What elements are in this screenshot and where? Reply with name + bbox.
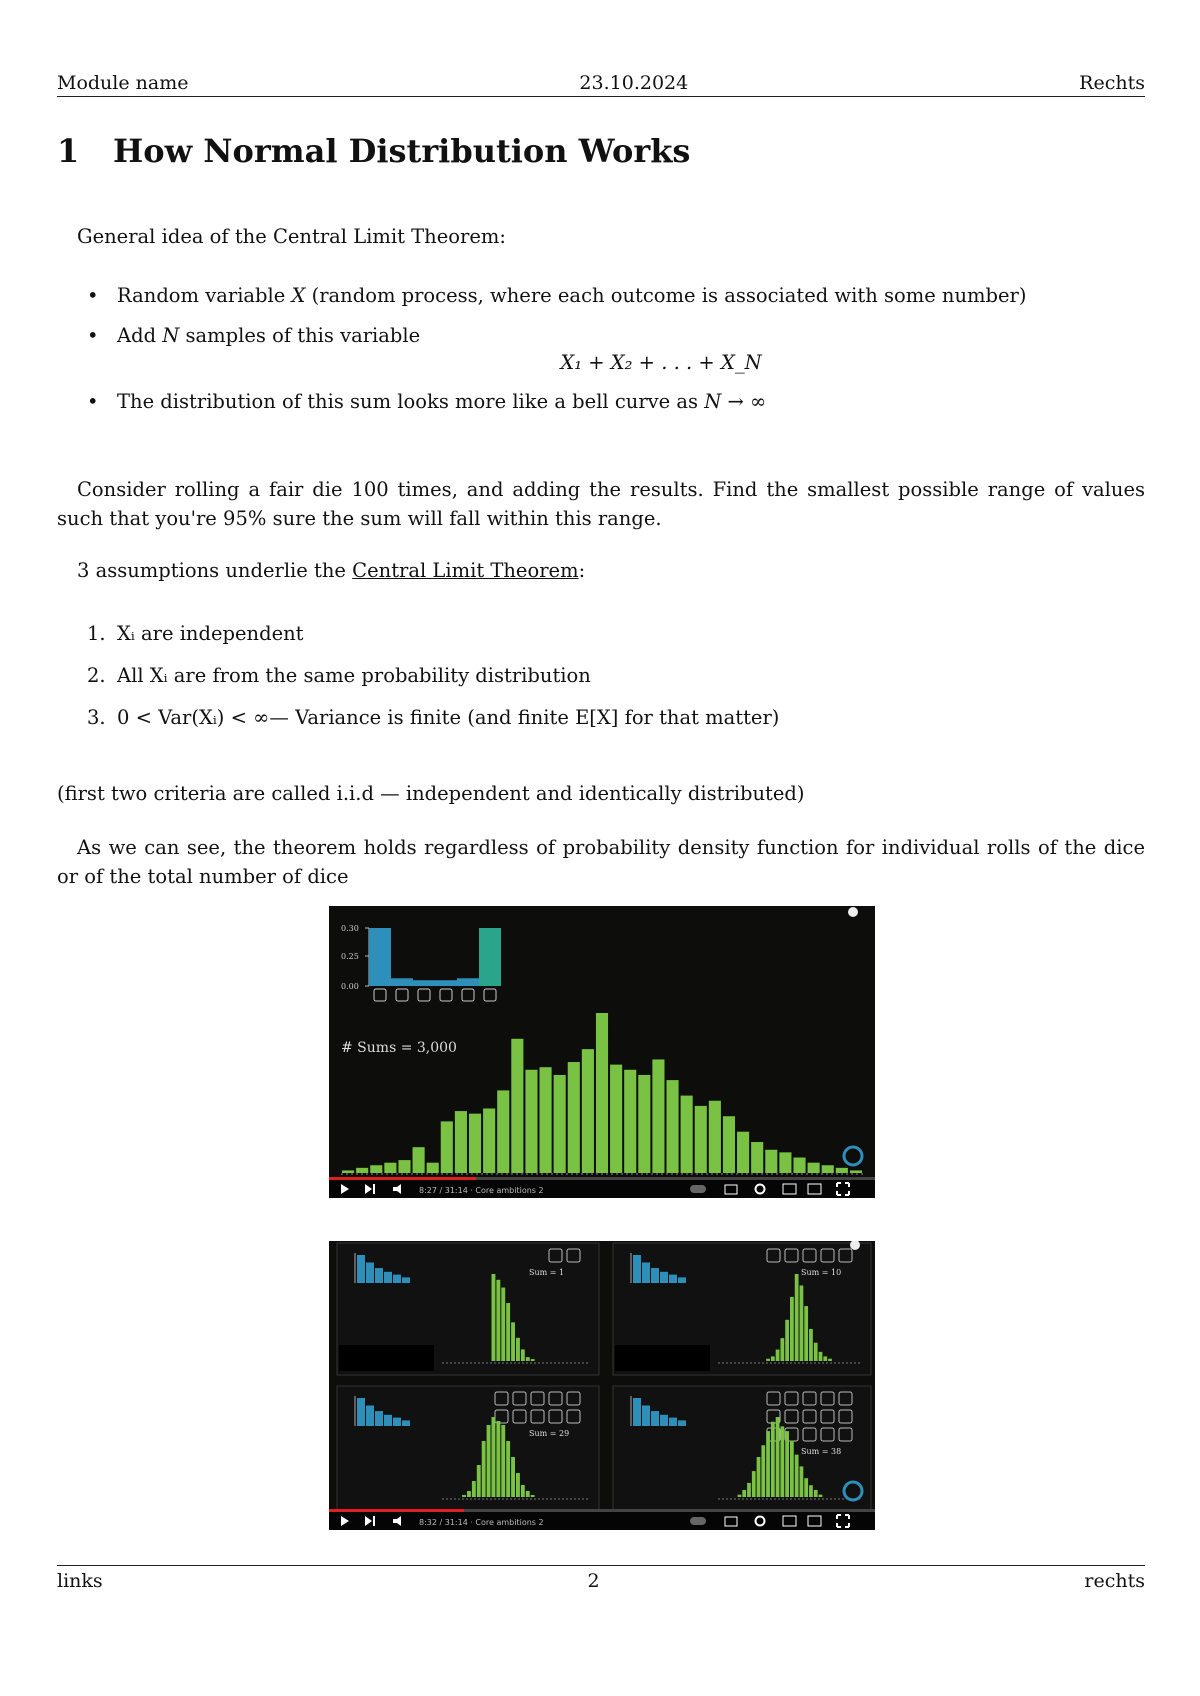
mini-die-bar (678, 1420, 686, 1426)
histogram-bar (511, 1322, 515, 1361)
histogram-bar (521, 1485, 525, 1497)
section-heading (57, 132, 690, 170)
histogram-bar (516, 1473, 520, 1497)
histogram-bar (790, 1297, 794, 1361)
histogram-bar (497, 1090, 509, 1173)
autoplay-toggle-icon (690, 1185, 706, 1193)
bullet-dot: • (87, 284, 99, 307)
histogram-bar (819, 1352, 823, 1361)
footer-right: rechts (1084, 1570, 1145, 1592)
histogram-bar (836, 1168, 848, 1173)
die-face-icon (418, 989, 430, 1001)
video-time: 8:32 / 31:14 · Core ambitions 2 (419, 1518, 544, 1527)
histogram-bar (822, 1165, 834, 1173)
panel-sum-label: Sum = 38 (801, 1447, 842, 1456)
histogram-bar (568, 1062, 580, 1173)
histogram-bar (809, 1329, 813, 1361)
footer-left: links (57, 1570, 103, 1592)
histogram-bar (800, 1466, 804, 1497)
header-left: Module name (57, 72, 189, 94)
histogram-bar (521, 1349, 525, 1361)
histogram-bar (462, 1495, 466, 1497)
histogram-bar (785, 1431, 789, 1497)
mini-die-bar (642, 1262, 650, 1283)
histogram-bar (780, 1426, 784, 1497)
progress-fill (329, 1177, 476, 1180)
histogram-bar (780, 1338, 784, 1361)
black-overlay (339, 1345, 434, 1371)
histogram-bar (596, 1013, 608, 1173)
info-icon (848, 907, 858, 917)
histogram-bar (531, 1495, 535, 1497)
mini-die-bar (669, 1418, 677, 1426)
histogram-bar (540, 1067, 552, 1173)
histogram-bar (779, 1152, 791, 1173)
histogram-bar (496, 1280, 500, 1361)
sums-counter: # Sums = 3,000 (341, 1040, 457, 1056)
histogram-bar (469, 1114, 481, 1173)
histogram-bar (554, 1075, 566, 1173)
histogram-bar (384, 1163, 396, 1173)
assumption-item: 2. All Xᵢ are from the same probability distribution (87, 664, 591, 687)
histogram-bar (766, 1359, 770, 1361)
mini-die-bar (678, 1277, 686, 1283)
progress-fill (329, 1509, 464, 1512)
histogram-bar (771, 1422, 775, 1497)
mini-die-bar (402, 1420, 410, 1426)
histogram-bar (776, 1350, 780, 1361)
histogram-bar (477, 1465, 481, 1497)
bullet-item: • Random variable X (random process, where each outcome is associated with some number) (87, 284, 1027, 307)
mini-die-bar (660, 1415, 668, 1426)
page-number: 2 (587, 1570, 600, 1592)
bullet-dot: • (87, 390, 99, 413)
histogram-bar (506, 1303, 510, 1361)
histogram-bar (814, 1343, 818, 1361)
panel-sum-label: Sum = 29 (529, 1429, 570, 1438)
histogram-bar (526, 1491, 530, 1497)
histogram-bar (487, 1425, 491, 1497)
mini-die-bar (393, 1418, 401, 1426)
page-header (57, 72, 1145, 97)
header-center: 23.10.2024 (579, 72, 689, 94)
histogram-bar (441, 1121, 453, 1173)
die-probability-bar (413, 980, 435, 986)
histogram-bar (516, 1338, 520, 1361)
mini-die-bar (651, 1411, 659, 1426)
histogram-bar (793, 1158, 805, 1173)
histogram-bar (482, 1441, 486, 1497)
histogram-bar (761, 1445, 765, 1497)
video-time: 8:27 / 31:14 · Core ambitions 2 (419, 1186, 544, 1195)
inset-tick-label: 0.30 (341, 924, 359, 933)
die-face-icon (440, 989, 452, 1001)
die-face-icon (374, 989, 386, 1001)
mini-die-bar (669, 1275, 677, 1283)
mini-die-bar (375, 1268, 383, 1283)
histogram-bar (808, 1163, 820, 1173)
histogram-bar (638, 1075, 650, 1173)
histogram-bar (737, 1132, 749, 1173)
histogram-grid-frame (329, 1241, 875, 1530)
histogram-bar (511, 1039, 523, 1173)
inset-tick-label: 0.00 (341, 982, 359, 991)
histogram-bar (413, 1147, 425, 1173)
histogram-bar (492, 1274, 496, 1361)
histogram-bar (790, 1441, 794, 1497)
histogram-bar (850, 1170, 862, 1173)
histogram-bar (766, 1431, 770, 1497)
autoplay-toggle-icon (690, 1517, 706, 1525)
histogram-bar (828, 1359, 832, 1361)
mini-die-bar (660, 1272, 668, 1283)
histogram-bar (771, 1356, 775, 1361)
next-icon-bar (373, 1184, 375, 1194)
section-number: 1 (57, 132, 80, 170)
histogram-bar (695, 1106, 707, 1173)
panel-sum-label: Sum = 1 (529, 1268, 565, 1277)
histogram-bar (506, 1441, 510, 1497)
histogram-bar (751, 1142, 763, 1173)
histogram-bar (356, 1168, 368, 1173)
histogram-bar (398, 1160, 410, 1173)
video-controls-bar (329, 1180, 875, 1198)
die-face-icon (462, 989, 474, 1001)
bullet-item: • Add N samples of this variable X₁ + X₂ + . . . + X_N (57, 324, 1145, 374)
die-probability-bar (435, 980, 457, 986)
histogram-bar (342, 1170, 354, 1173)
histogram-bar (582, 1049, 594, 1173)
histogram-bar (795, 1455, 799, 1497)
mini-die-bar (375, 1411, 383, 1426)
mini-die-bar (357, 1255, 365, 1283)
histogram-bar (496, 1421, 500, 1497)
die-face-icon (484, 989, 496, 1001)
histogram-bar (819, 1495, 823, 1497)
histogram-bar (742, 1490, 746, 1497)
black-overlay (615, 1345, 710, 1371)
bullet-list (57, 284, 1145, 413)
mini-die-bar (642, 1405, 650, 1426)
mini-die-bar (633, 1398, 641, 1426)
mini-die-bar (357, 1398, 365, 1426)
histogram-bar (652, 1059, 664, 1173)
mini-die-bar (366, 1405, 374, 1426)
mini-die-bar (384, 1272, 392, 1283)
mini-die-bar (384, 1415, 392, 1426)
die-probability-bar (391, 978, 413, 986)
problem-paragraph: Consider rolling a fair die 100 times, and adding the results. Find the smallest possible range of values such that you're 95% sure the sum will fall within this range. (57, 478, 1145, 530)
histogram-bar (483, 1108, 495, 1173)
channel-watermark-icon (844, 1147, 862, 1165)
die-probability-bar (479, 928, 501, 986)
assumption-item: 3. 0 < Var(Xᵢ) < ∞— Variance is finite (and finite E[X] for that matter) (87, 706, 780, 729)
page-footer (57, 1565, 1145, 1592)
histogram-bar (472, 1481, 476, 1497)
assumptions-intro: 3 assumptions underlie the Central Limit Theorem: (77, 559, 586, 582)
histogram-bar (370, 1165, 382, 1173)
iid-note: (first two criteria are called i.i.d — independent and identically distributed) (57, 782, 805, 805)
figure-video-single[interactable] (329, 906, 875, 1198)
histogram-bar (795, 1274, 799, 1361)
mini-die-bar (393, 1275, 401, 1283)
next-icon-bar (373, 1516, 375, 1526)
histogram-bar (823, 1356, 827, 1361)
mini-die-bar (366, 1262, 374, 1283)
histogram-video-frame (329, 906, 875, 1198)
bullet-item: • The distribution of this sum looks more like a bell curve as N → ∞ (87, 390, 767, 413)
histogram-bar (525, 1070, 537, 1173)
mini-die-bar (633, 1255, 641, 1283)
conclusion-paragraph: As we can see, the theorem holds regardless of probability density function for individual rolls of the dice or of the total number of dice (57, 836, 1145, 888)
histogram-bar (804, 1306, 808, 1361)
die-probability-bar (457, 978, 479, 986)
histogram-bar (809, 1485, 813, 1497)
bullet-dot: • (87, 324, 99, 347)
histogram-bar (681, 1096, 693, 1173)
histogram-bar (467, 1491, 471, 1497)
histogram-bar (709, 1101, 721, 1173)
histogram-bar (800, 1285, 804, 1361)
histogram-bar (526, 1357, 530, 1361)
die-face-icon (396, 989, 408, 1001)
histogram-bar (814, 1490, 818, 1497)
sum-equation: X₁ + X₂ + . . . + X_N (560, 351, 762, 374)
mini-die-bar (651, 1268, 659, 1283)
section-title: How Normal Distribution Works (113, 132, 691, 170)
video-controls-bar (329, 1512, 875, 1530)
histogram-bar (531, 1359, 535, 1361)
assumption-list (57, 622, 1145, 729)
clt-link[interactable]: Central Limit Theorem (352, 559, 579, 582)
mini-die-bar (402, 1277, 410, 1283)
histogram-bar (492, 1417, 496, 1497)
histogram-bar (765, 1150, 777, 1173)
histogram-bar (752, 1471, 756, 1497)
histogram-bar (723, 1116, 735, 1173)
histogram-bar (427, 1163, 439, 1173)
histogram-bar (776, 1417, 780, 1497)
histogram-bar (785, 1320, 789, 1361)
histogram-bar (455, 1111, 467, 1173)
assumption-item: 1. Xᵢ are independent (87, 622, 304, 645)
histogram-bar (738, 1495, 742, 1497)
histogram-bar (511, 1457, 515, 1497)
histogram-bar (757, 1457, 761, 1497)
die-probability-bar (369, 928, 391, 986)
histogram-bar (610, 1065, 622, 1173)
histogram-bar (666, 1080, 678, 1173)
histogram-bar (501, 1288, 505, 1361)
header-right: Rechts (1079, 72, 1145, 94)
intro-paragraph: General idea of the Central Limit Theorem: (77, 225, 506, 248)
histogram-bar (747, 1483, 751, 1497)
histogram-bar (501, 1425, 505, 1497)
histogram-bar (804, 1478, 808, 1497)
figure-video-grid[interactable] (329, 1241, 875, 1530)
panel-sum-label: Sum = 10 (801, 1268, 842, 1277)
inset-tick-label: 0.25 (341, 952, 359, 961)
histogram-bar (624, 1070, 636, 1173)
